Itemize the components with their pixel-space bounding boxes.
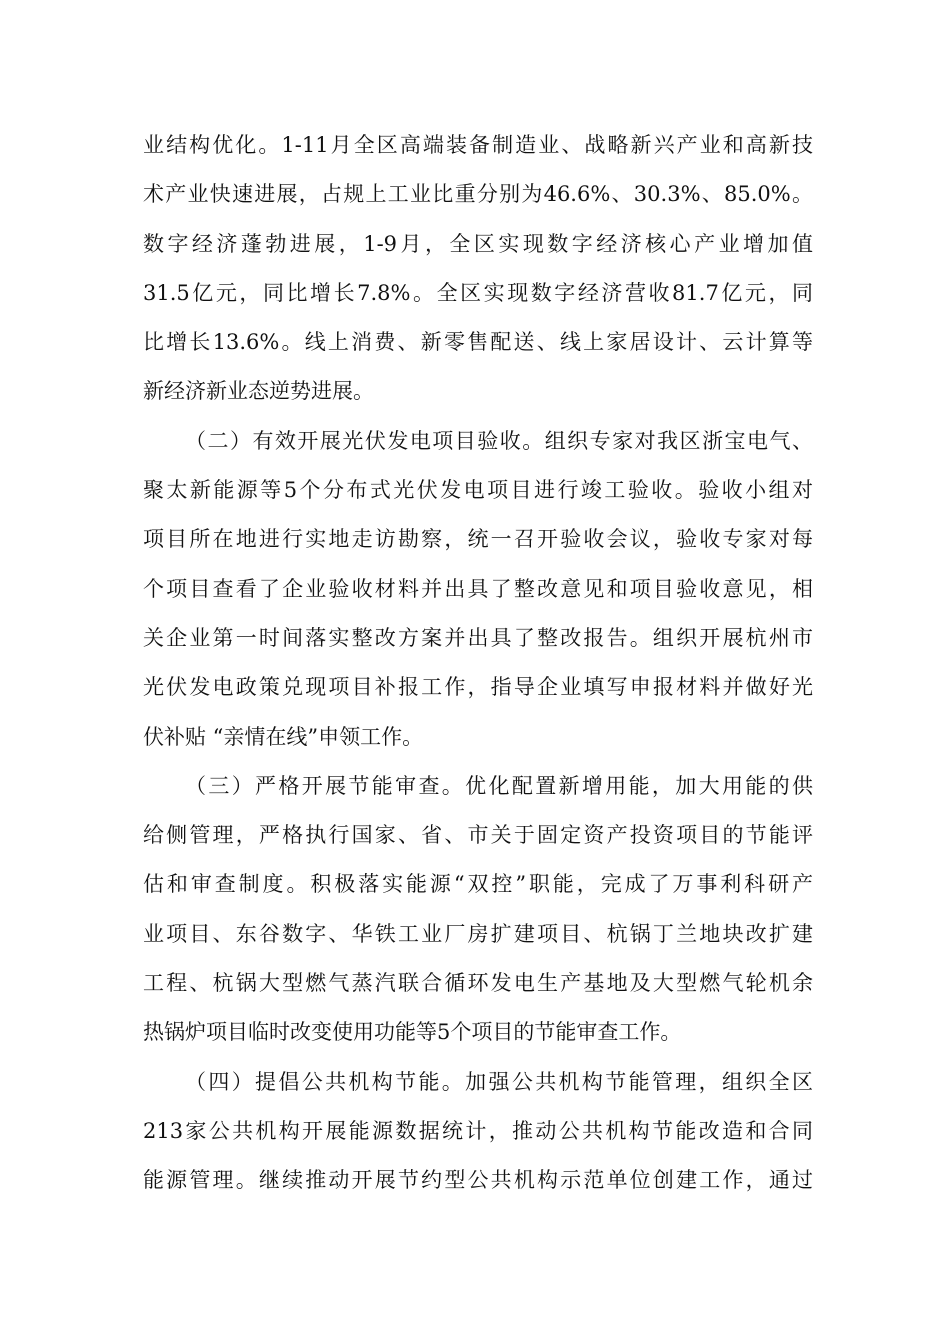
text-line: 213家公共机构开展能源数据统计，推动公共机构节能改造和合同 — [143, 1118, 813, 1143]
text-line: 聚太新能源等5个分布式光伏发电项目进行竣工验收。验收小组对 — [143, 478, 813, 503]
text-line: 数字经济蓬勃进展，1-9月，全区实现数字经济核心产业增加值 — [143, 231, 813, 256]
document-body — [143, 130, 813, 1215]
text-line: 关企业第一时间落实整改方案并出具了整改报告。组织开展杭州市 — [143, 625, 813, 650]
text-line: 业结构优化。1-11月全区高端装备制造业、战略新兴产业和高新技 — [143, 133, 813, 157]
text-line: 估和审查制度。积极落实能源“双控”职能，完成了万事利科研产 — [143, 872, 813, 897]
text-line: 比增长13.6%。线上消费、新零售配送、线上家居设计、云计算等 — [143, 330, 813, 355]
text-line: （三）严格开展节能审查。优化配置新增用能，加大用能的供 — [185, 773, 813, 798]
text-line: 光伏发电政策兑现项目补报工作，指导企业填写申报材料并做好光 — [143, 675, 813, 700]
text-line: 个项目查看了企业验收材料并出具了整改意见和项目验收意见，相 — [143, 576, 813, 601]
text-line: 31.5亿元，同比增长7.8%。全区实现数字经济营收81.7亿元，同 — [143, 280, 813, 305]
text-line: 新经济新业态逆势进展。 — [143, 379, 374, 404]
text-line: 伏补贴 “亲情在线”申领工作。 — [143, 724, 424, 749]
text-line: （二）有效开展光伏发电项目验收。组织专家对我区浙宝电气、 — [185, 428, 813, 453]
text-line: 工程、杭锅大型燃气蒸汽联合循环发电生产基地及大型燃气轮机余 — [143, 971, 813, 996]
text-line: 业项目、东谷数字、华铁工业厂房扩建项目、杭锅丁兰地块改扩建 — [143, 921, 813, 946]
text-line: 给侧管理，严格执行国家、省、市关于固定资产投资项目的节能评 — [143, 823, 813, 848]
text-line: 项目所在地进行实地走访勘察，统一召开验收会议，验收专家对每 — [143, 527, 813, 552]
text-line: （四）提倡公共机构节能。加强公共机构节能管理，组织全区 — [185, 1069, 813, 1094]
text-line: 能源管理。继续推动开展节约型公共机构示范单位创建工作，通过 — [143, 1168, 813, 1193]
text-line: 热锅炉项目临时改变使用功能等5个项目的节能审查工作。 — [143, 1020, 682, 1045]
text-line: 术产业快速进展，占规上工业比重分别为46.6%、30.3%、85.0%。 — [143, 182, 813, 207]
